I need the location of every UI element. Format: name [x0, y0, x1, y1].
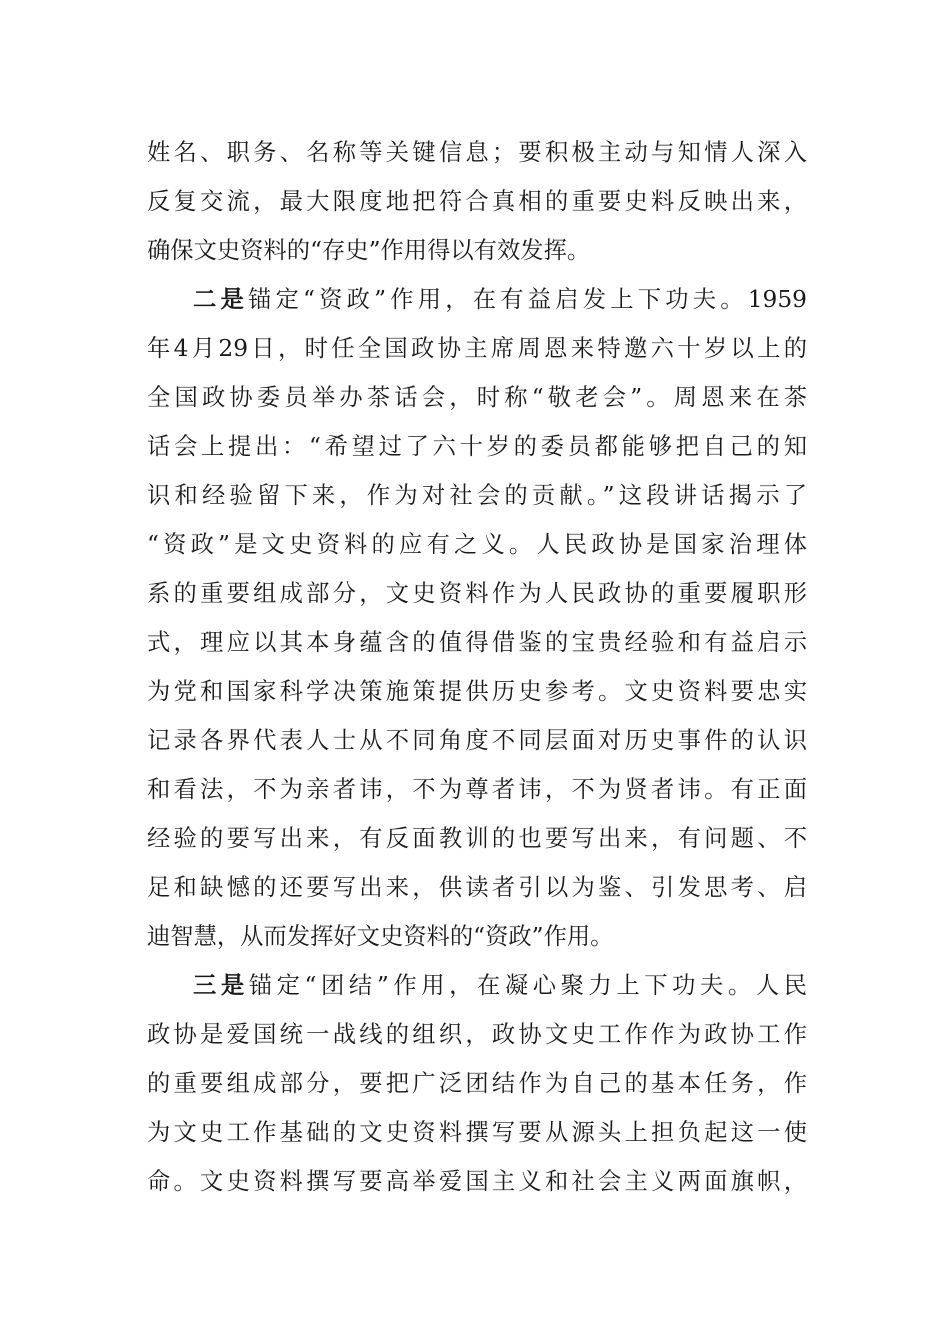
paragraph-three-first-line [193, 961, 807, 1011]
text-line: 足和缺憾的还要写出来，供读者引以为鉴、引发思考、启 [147, 874, 807, 901]
text-line: 姓名、职务、名称等关键信息；要积极主动与知情人深入 [147, 139, 807, 166]
text-line: 确保文史资料的“存史”作用得以有效发挥。 [147, 237, 591, 264]
paragraph-lead-three: 三是 [193, 972, 249, 999]
text-line: 全国政协委员举办茶话会，时称“敬老会”。周恩来在茶 [147, 384, 807, 411]
text-line: 的重要组成部分，要把广泛团结作为自己的基本任务，作 [147, 1070, 807, 1097]
text-line: 锚定“团结”作用，在凝心聚力上下功夫。人民 [248, 972, 808, 999]
text-line: 识和经验留下来，作为对社会的贡献。”这段讲话揭示了 [147, 482, 807, 509]
text-line: 锚定“资政”作用，在有益启发上下功夫。1959 [248, 286, 808, 313]
paragraph-two-first-line [193, 275, 807, 325]
text-line: 政协是爱国统一战线的组织，政协文史工作作为政协工作 [147, 1021, 807, 1048]
text-line: 话会上提出：“希望过了六十岁的委员都能够把自己的知 [147, 433, 807, 460]
text-line: “资政”是文史资料的应有之义。人民政协是国家治理体 [147, 531, 807, 558]
text-line: 命。文史资料撰写要高举爱国主义和社会主义两面旗帜， [147, 1168, 807, 1195]
text-line: 迪智慧，从而发挥好文史资料的“资政”作用。 [147, 923, 614, 950]
text-line: 系的重要组成部分，文史资料作为人民政协的重要履职形 [147, 580, 807, 607]
text-line: 式，理应以其本身蕴含的值得借鉴的宝贵经验和有益启示 [147, 629, 807, 656]
text-line: 反复交流，最大限度地把符合真相的重要史料反映出来， [147, 188, 807, 215]
text-line: 为党和国家科学决策施策提供历史参考。文史资料要忠实 [147, 678, 807, 705]
text-line: 和看法，不为亲者讳，不为尊者讳，不为贤者讳。有正面 [147, 776, 807, 803]
text-line: 为文史工作基础的文史资料撰写要从源头上担负起这一使 [147, 1119, 807, 1146]
text-line: 记录各界代表人士从不同角度不同层面对历史事件的认识 [147, 727, 807, 754]
paragraph-lead-two: 二是 [193, 286, 248, 313]
text-line: 经验的要写出来，有反面教训的也要写出来，有问题、不 [147, 825, 807, 852]
text-line: 年4月29日，时任全国政协主席周恩来特邀六十岁以上的 [147, 335, 807, 362]
